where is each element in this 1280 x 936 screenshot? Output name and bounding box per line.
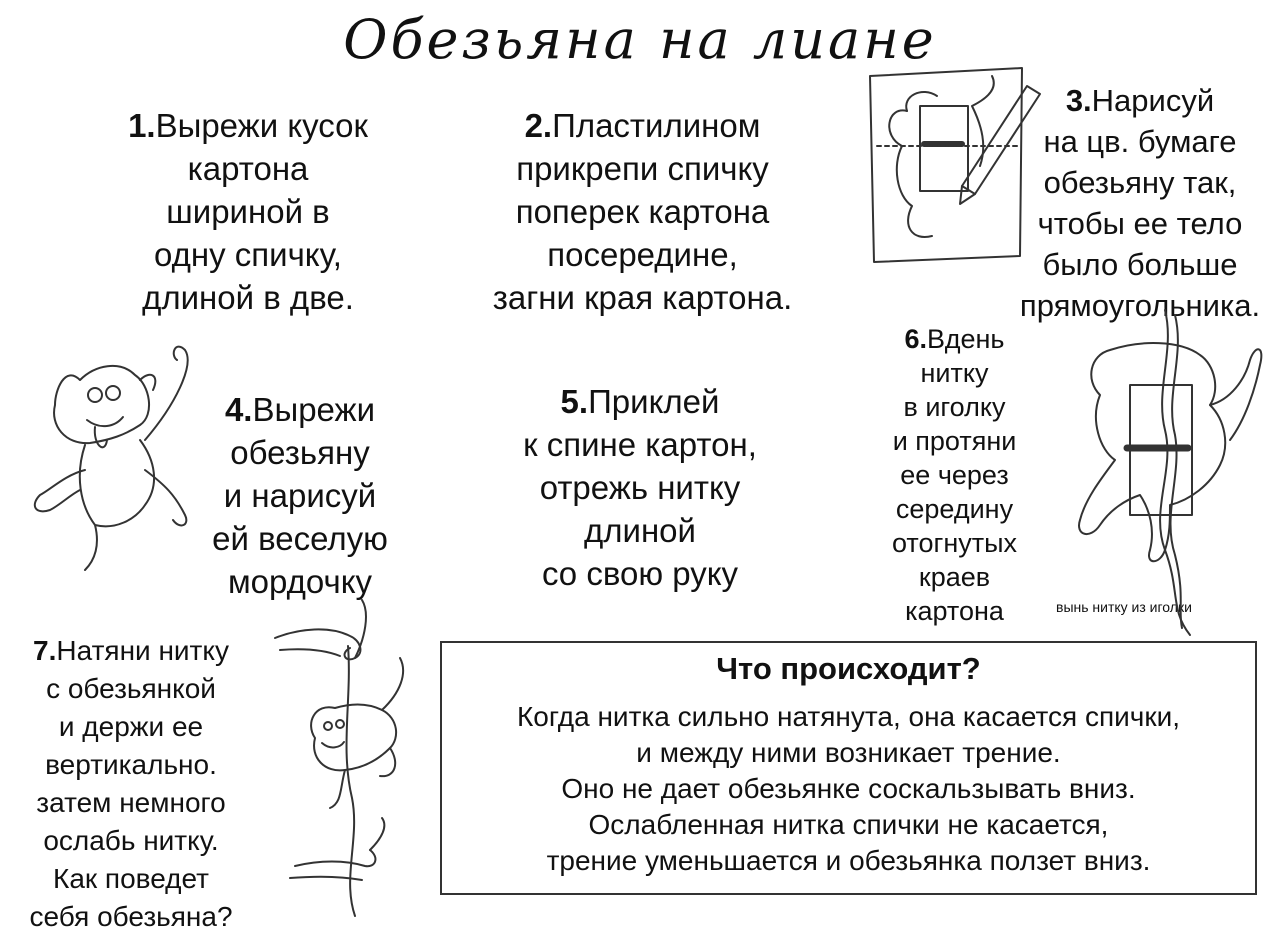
step-6-text: Вдень нитку в иголку и протяни ее через середину отогнутых краев картона	[891, 324, 1018, 626]
monkey-drawing-with-pencil-illustration	[862, 66, 1027, 266]
step-2	[445, 104, 840, 319]
step-3	[1000, 80, 1280, 326]
page-title: Обезьяна на лиане	[343, 8, 937, 71]
step-4	[180, 388, 420, 603]
step-7	[0, 632, 262, 936]
step-1-number: 1.	[128, 107, 156, 144]
explanation-title: Что происходит?	[716, 651, 981, 686]
hands-holding-thread-with-monkey-illustration	[270, 598, 430, 918]
step-3-text: Нарисуй на цв. бумаге обезьяну так, чтобы ее тело было больше прямоугольника.	[1019, 83, 1261, 323]
monkey-with-thread-illustration	[1070, 310, 1270, 635]
step-2-number: 2.	[524, 107, 553, 144]
remove-needle-note: вынь нитку из иголки	[1056, 599, 1192, 615]
step-5-text: Приклей к спине картон, отрежь нитку длиной со свою руку	[523, 383, 757, 592]
step-7-number: 7.	[33, 635, 57, 666]
step-4-number: 4.	[224, 391, 253, 428]
step-7-text: Натяни нитку с обезьянкой и держи ее вертикально. затем немного ослабь нитку. Как поведет себя обезьяна?	[29, 635, 233, 932]
step-1	[78, 104, 418, 319]
step-3-number: 3.	[1065, 83, 1092, 118]
monkey-cutout-illustration	[25, 345, 200, 585]
step-6-number: 6.	[904, 324, 928, 354]
explanation-text: Когда нитка сильно натянута, она касается спички, и между ними возникает трение. Оно не дает обезьянке соскальзывать вниз. Ослабленная нитка спички не касается, трение уменьшается и обезьянка ползет вниз.	[516, 701, 1181, 876]
step-5	[465, 380, 815, 595]
step-4-text: Вырежи обезьяну и нарисуй ей веселую мордочку	[212, 391, 388, 600]
step-6	[862, 322, 1047, 628]
explanation-box	[440, 641, 1257, 895]
step-5-number: 5.	[560, 383, 589, 420]
step-2-text: Пластилином прикрепи спичку поперек картона посередине, загни края картона.	[492, 107, 793, 316]
step-1-text: Вырежи кусок картона шириной в одну спичку, длиной в две.	[142, 107, 368, 316]
